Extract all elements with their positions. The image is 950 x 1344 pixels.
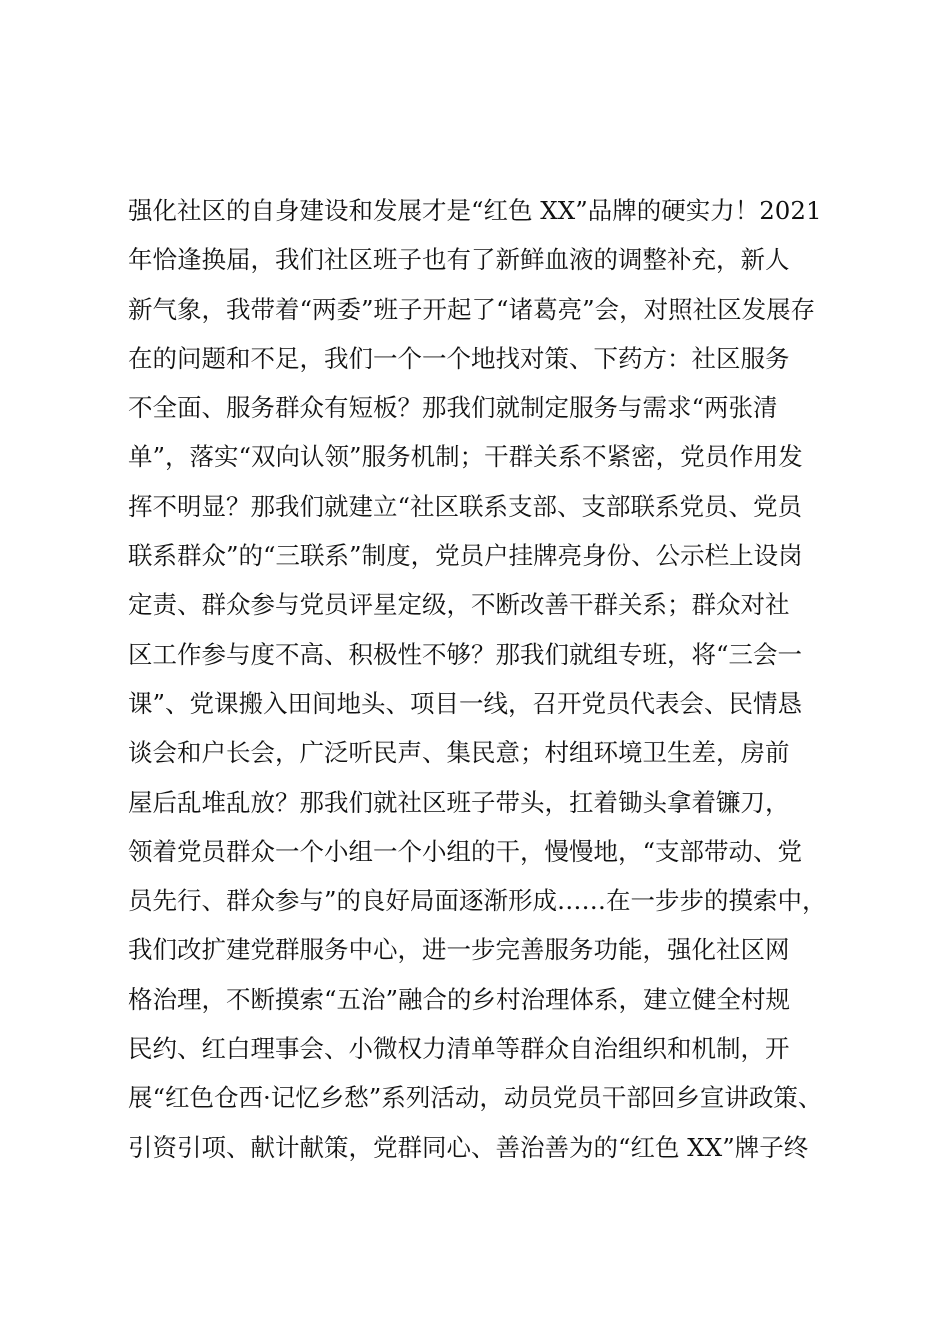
text-line: 引资引项、献计献策，党群同心、善治善为的“红色 XX”牌子终 (128, 1132, 809, 1162)
text-line: 区工作参与度不高、积极性不够？那我们就组专班，将“三会一 (128, 639, 803, 669)
text-line: 单”，落实“双向认领”服务机制；干群关系不紧密，党员作用发 (128, 442, 803, 472)
text-line: 联系群众”的“三联系”制度，党员户挂牌亮身份、公示栏上设岗 (128, 541, 803, 571)
text-line: 格治理，不断摸索“五治”融合的乡村治理体系，建立健全村规 (128, 984, 791, 1014)
text-line: 挥不明显？那我们就建立“社区联系支部、支部联系党员、党员 (128, 491, 803, 521)
text-line: 民约、红白理事会、小微权力清单等群众自治组织和机制，开 (128, 1034, 790, 1064)
text-line: 谈会和户长会，广泛听民声、集民意；村组环境卫生差，房前 (128, 738, 790, 768)
text-line: 展“红色仓西·记忆乡愁”系列活动，动员党员干部回乡宣讲政策、 (128, 1083, 823, 1113)
text-line: 课”、党课搬入田间地头、项目一线，召开党员代表会、民情恳 (128, 688, 803, 718)
text-line: 屋后乱堆乱放？那我们就社区班子带头，扛着锄头拿着镰刀， (128, 787, 790, 817)
text-line: 年恰逢换届，我们社区班子也有了新鲜血液的调整补充，新人 (128, 245, 790, 275)
text-line: 新气象，我带着“两委”班子开起了“诸葛亮”会，对照社区发展存 (128, 294, 816, 324)
text-line: 员先行、群众参与”的良好局面逐渐形成……在一步步的摸索中， (128, 886, 827, 916)
text-line: 我们改扩建党群服务中心，进一步完善服务功能，强化社区网 (128, 935, 790, 965)
body-paragraph (128, 186, 858, 1172)
text-line: 不全面、服务群众有短板？那我们就制定服务与需求“两张清 (128, 393, 778, 423)
text-line: 定责、群众参与党员评星定级，不断改善干群关系；群众对社 (128, 590, 790, 620)
text-line: 强化社区的自身建设和发展才是“红色 XX”品牌的硬实力！2021 (128, 196, 822, 225)
text-line: 领着党员群众一个小组一个小组的干，慢慢地，“支部带动、党 (128, 836, 803, 866)
text-line: 在的问题和不足，我们一个一个地找对策、下药方：社区服务 (128, 343, 790, 373)
